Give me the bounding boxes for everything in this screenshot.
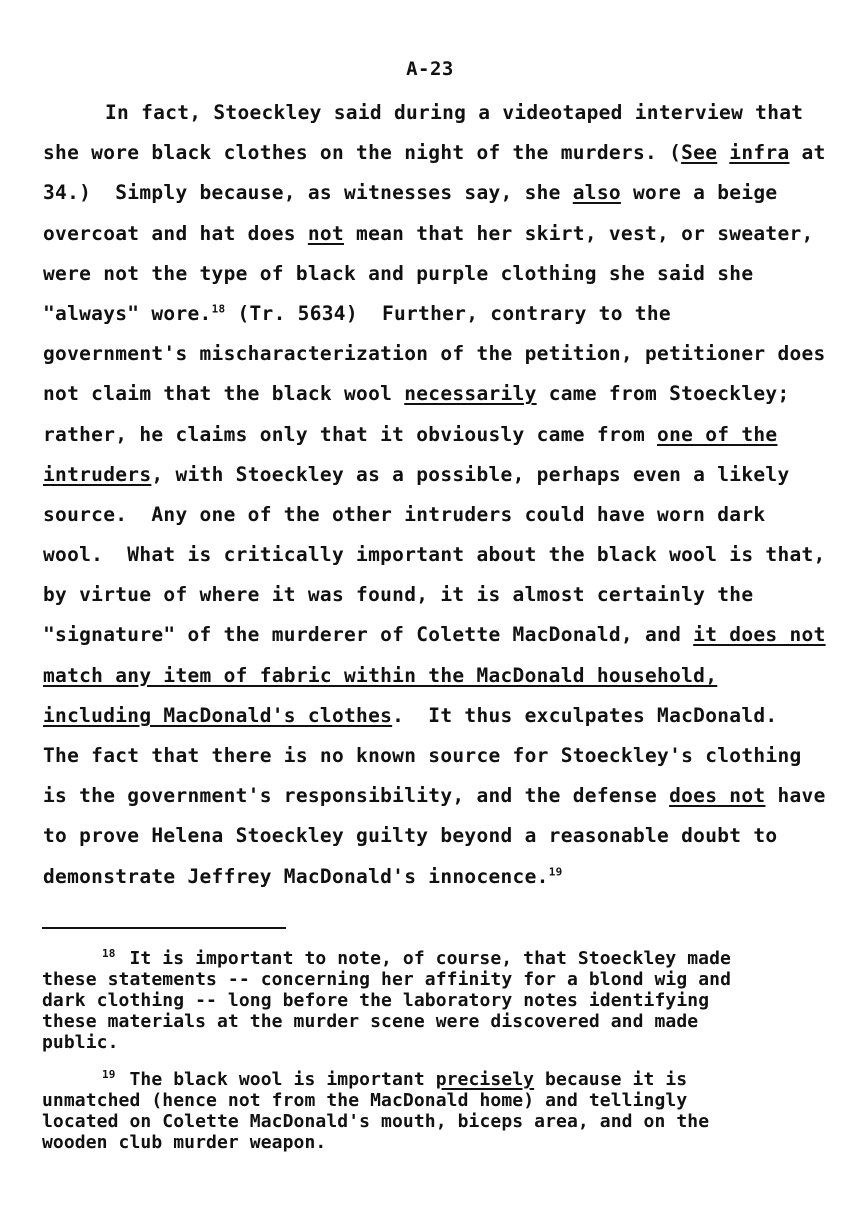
body-line [43,656,843,696]
text-run: mean that her skirt, vest, or sweater, [344,221,814,245]
text-run: to prove Helena Stoeckley guilty beyond a reasonable doubt to [43,824,778,848]
text-run: unmatched (hence not from the MacDonald home) and tellingly [42,1090,688,1111]
text-run: demonstrate Jeffrey MacDonald's innocence. [43,864,549,888]
body-line [43,535,843,575]
text-run: rather, he claims only that it obviously came from [43,422,658,446]
underlined-text: does not [669,784,766,808]
underlined-text: necessarily [404,382,537,406]
body-line [43,93,843,133]
underlined-text: it does not [693,623,826,647]
body-line [43,173,843,213]
body-line [43,615,843,655]
underlined-text: also [572,181,621,205]
body-line [43,776,843,816]
text-run: is the government's responsibility, and the defense [43,784,670,808]
text-run: source. Any one of the other intruders could have worn dark [43,502,766,526]
footnote-line [42,1090,832,1111]
footnote-line [42,969,832,990]
underlined-text: See [681,141,718,165]
text-run: at [789,141,826,165]
text-run: wooden club murder weapon. [42,1132,327,1153]
body-line [43,575,843,615]
footnote-reference: 19 [548,865,563,879]
text-run [717,141,729,164]
underlined-text: including MacDonald's clothes [43,703,393,727]
body-line [43,374,843,414]
text-run: public. [42,1032,119,1053]
text-run: not claim that the black wool [43,382,405,406]
footnote-line [42,948,832,969]
footnote-line [42,1032,832,1053]
body-line [43,696,843,736]
underlined-text: match any item of fabric within the MacDonald household, [43,663,718,687]
text-run: 34.) Simply because, as witnesses say, she [43,181,573,205]
text-run: came from Stoeckley; [536,382,790,406]
underlined-text: one of the [657,422,778,446]
text-run: by virtue of where it was found, it is almost certainly the [43,583,754,607]
text-run: because it is [534,1069,688,1090]
text-run: have [765,784,826,808]
body-line [43,294,843,334]
text-run: (Tr. 5634) Further, contrary to the [225,301,671,325]
text-run: The black wool is important [129,1069,436,1090]
body-line [43,455,843,495]
footnote-line [42,1011,832,1032]
footnote-line [42,1069,832,1090]
body-line [43,254,843,294]
body-line [43,857,843,897]
body-line [43,495,843,535]
footnote-line [42,990,832,1011]
body-line [43,816,843,856]
footnote-number: 18 [102,947,116,960]
body-line [43,415,843,455]
body-line [43,214,843,254]
text-run: located on Colette MacDonald's mouth, biceps area, and on the [42,1111,710,1132]
text-run: these statements -- concerning her affinity for a blond wig and [42,969,732,990]
underlined-text: precisely [435,1069,535,1090]
body-paragraph [43,93,843,897]
body-line [43,133,843,173]
footnote-18 [42,948,832,1053]
text-run: were not the type of black and purple clothing she said she [43,261,754,285]
footnote-line [42,1132,832,1153]
underlined-text: not [307,221,345,245]
text-run: "always" wore. [43,301,212,325]
text-run: The fact that there is no known source for Stoeckley's clothing [43,744,802,767]
footnote-separator [42,927,286,929]
text-run: wool. What is critically important about the black wool is that, [43,543,826,567]
body-line [43,334,843,374]
text-run: dark clothing -- long before the laboratory notes identifying [42,990,710,1011]
body-line [43,736,843,776]
underlined-text: intruders [43,462,152,486]
text-run: It is important to note, of course, that Stoeckley made [129,948,731,969]
text-run: "signature" of the murderer of Colette MacDonald, and [43,623,694,647]
footnote-line [42,1111,832,1132]
underlined-text: infra [729,141,790,165]
text-run: she wore black clothes on the night of the murders. ( [43,141,682,165]
text-run: government's mischaracterization of the petition, petitioner does [43,342,826,366]
text-run: overcoat and hat does [43,221,308,245]
footnote-number: 19 [102,1068,116,1081]
text-run: In fact, Stoeckley said during a videotaped interview that [105,101,804,124]
text-run: wore a beige [620,181,778,205]
text-run: these materials at the murder scene were discovered and made [42,1011,699,1032]
footnote-19 [42,1069,832,1153]
page-number: A-23 [406,58,454,80]
footnote-reference: 18 [211,302,226,316]
text-run: , with Stoeckley as a possible, perhaps even a likely [151,462,790,486]
text-run: . It thus exculpates MacDonald. [392,703,778,727]
